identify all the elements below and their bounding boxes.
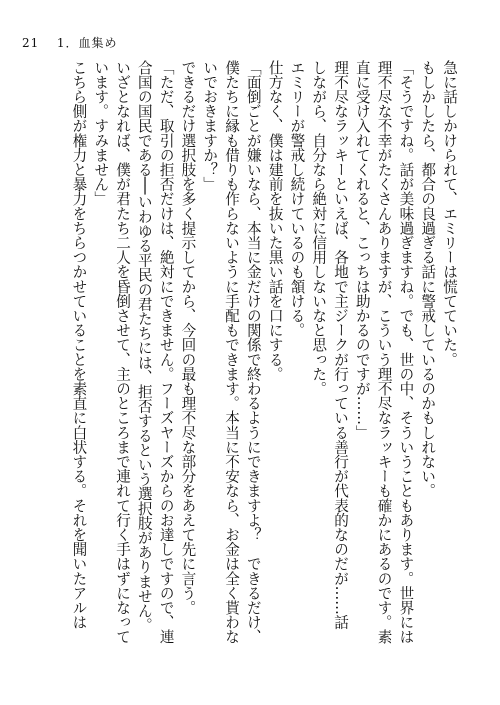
page-number: 21 bbox=[22, 36, 40, 50]
text-line: もしかしたら、都合の良過ぎる話に警戒しているのかもしれない。 bbox=[419, 60, 437, 498]
text-line: います。すみません」 bbox=[92, 60, 110, 206]
text-line: 急に話しかけられて、エミリーは慌てていた。 bbox=[441, 60, 458, 367]
text-line: こちら側が権力と暴力をちらつかせていることを素直に白状する。それを聞いたアルは bbox=[70, 60, 88, 630]
text-line: 合国の国民である──いわゆる平民の君たちには、拒否するという選択肢がありません。 bbox=[135, 60, 153, 633]
chapter-title: 1．血集め bbox=[56, 36, 118, 50]
text-line: 仕方なく、僕は建前を抜いた黒い話を口にする。 bbox=[266, 60, 284, 382]
vertical-text-body bbox=[40, 60, 460, 680]
text-line: エミリーが警戒し続けているのも頷ける。 bbox=[288, 60, 306, 338]
text-line: 理不尽な不幸がたくさんありますが、こういう理不尽なラッキーも確かにあるのです。素 bbox=[375, 60, 393, 644]
text-line: 僕たちに縁も借りも作らないように手配もできます。本当に不安なら、お金は全く貰わな bbox=[223, 60, 241, 644]
page-header bbox=[22, 34, 117, 51]
text-line: いざとなれば、僕が君たち二人を昏倒させて、主のところまで連れて行く手はずになって bbox=[114, 60, 132, 644]
text-line: 「面倒ごとが嫌いなら、本当に金だけの関係で終わるようにできますよ？ できるだけ、 bbox=[244, 60, 262, 644]
text-line: 理不尽なラッキーといえば、各地で主ジークが行っている善行が代表的なのだが……話 bbox=[332, 60, 350, 630]
text-line: しながら、自分なら絶対に信用しないなと思った。 bbox=[310, 60, 328, 396]
text-line: できるだけ選択肢を多く提示してから、今回の最も理不尽な部分をあえて先に言う。 bbox=[179, 60, 197, 615]
text-line: 「ただ、取引の拒否だけは、絶対にできません。フーズヤーズからのお達しですので、連 bbox=[157, 60, 175, 644]
text-line: いでおきますか？」 bbox=[201, 60, 219, 192]
text-line: 「そうですね。話が美味過ぎますね。でも、世の中、そういうこともあります。世界には bbox=[397, 60, 415, 644]
text-line: 直に受け入れてくれると、こっちは助かるのですが……」 bbox=[353, 60, 371, 440]
